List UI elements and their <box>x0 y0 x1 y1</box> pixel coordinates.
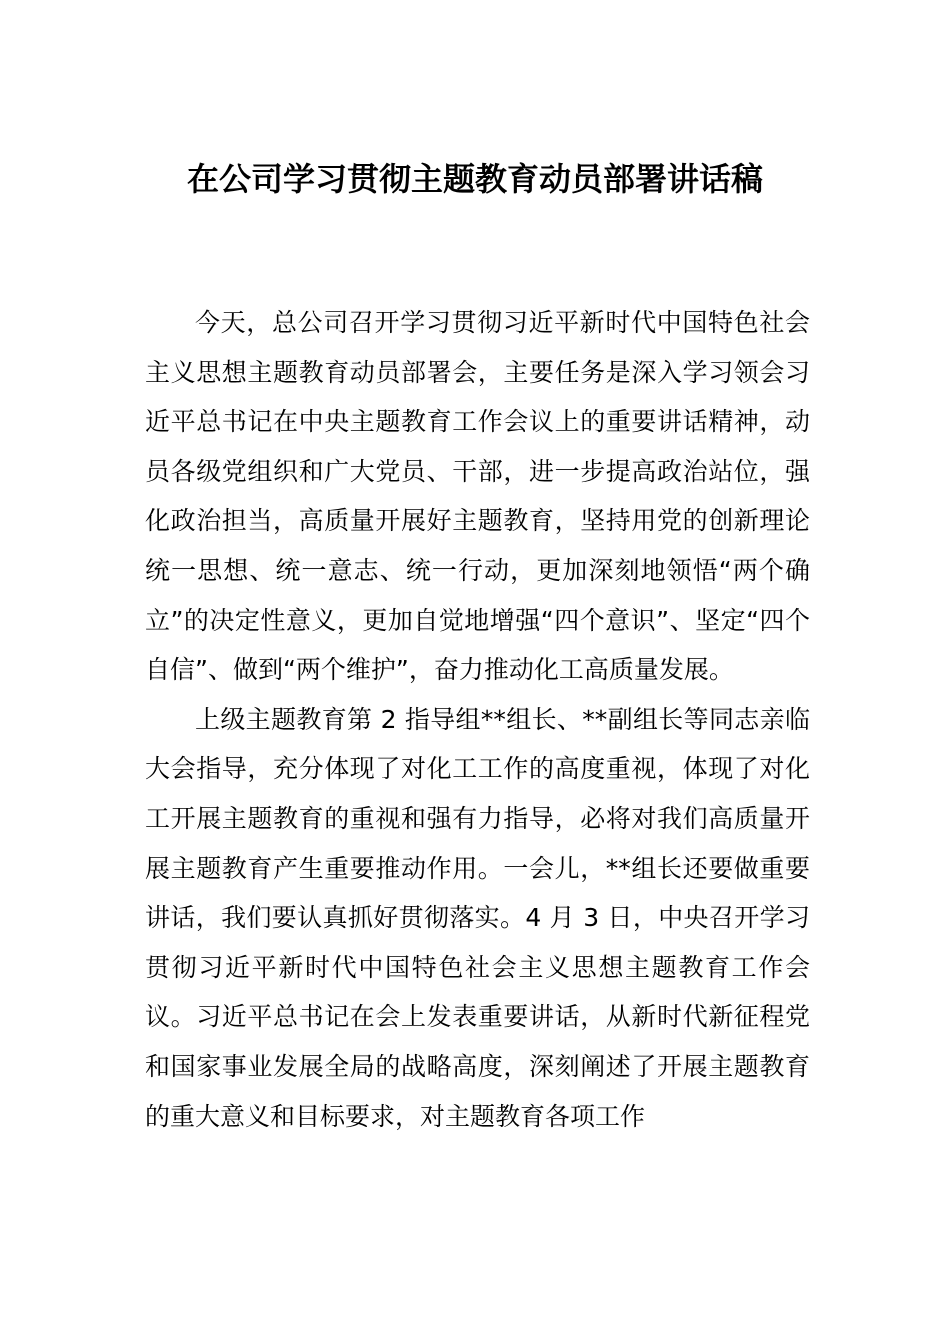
paragraph-1: 今天，总公司召开学习贯彻习近平新时代中国特色社会主义思想主题教育动员部署会，主要任务是深入学习领会习近平总书记在中央主题教育工作会议上的重要讲话精神，动员各级党组织和广大党员、干部，进一步提高政治站位，强化政治担当，高质量开展好主题教育，坚持用党的创新理论统一思想、统一意志、统一行动，更加深刻地领悟“两个确立”的决定性意义，更加自觉地增强“四个意识”、坚定“四个自信”、做到“两个维护”，奋力推动化工高质量发展。 <box>145 308 810 685</box>
document-body <box>145 298 810 1141</box>
document-title: 在公司学习贯彻主题教育动员部署讲话稿 <box>186 160 763 198</box>
paragraph-2: 上级主题教育第 2 指导组**组长、**副组长等同志亲临大会指导，充分体现了对化工工作的高度重视，体现了对化工开展主题教育的重视和强有力指导，必将对我们高质量开展主题教育产生重要推动作用。一会儿，**组长还要做重要讲话，我们要认真抓好贯彻落实。4 月 3 日，中央召开学习贯彻习近平新时代中国特色社会主义思想主题教育工作会议。习近平总书记在会上发表重要讲话，从新时代新征程党和国家事业发展全局的战略高度，深刻阐述了开展主题教育的重大意义和目标要求，对主题教育各项工作 <box>145 704 810 1131</box>
